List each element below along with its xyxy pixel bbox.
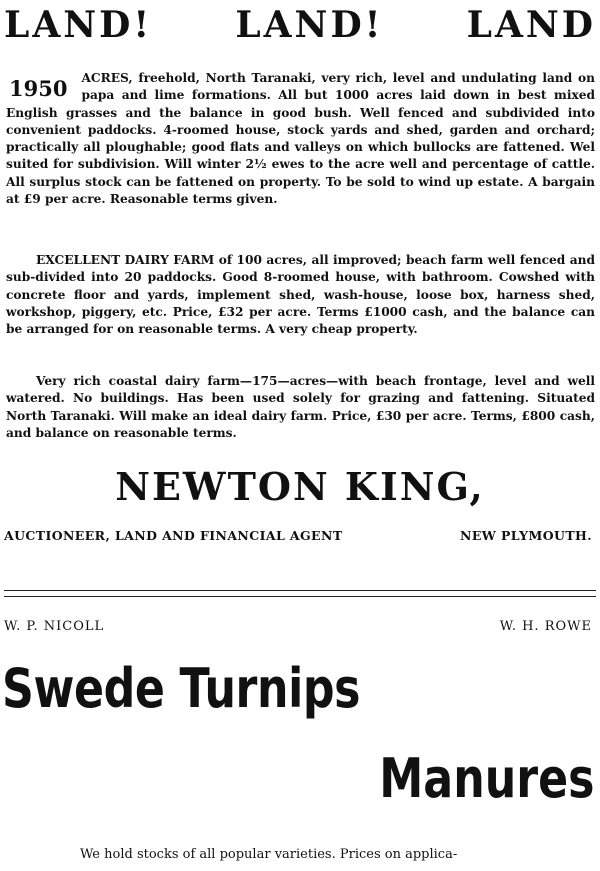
ad-coastal-farm (6, 373, 595, 442)
partner-names (4, 619, 592, 634)
agent-details (4, 528, 592, 543)
ad-dairy-text: EXCELLENT DAIRY FARM of 100 acres, all improved; beach farm well fenced and sub-divided into 20 paddocks. Good 8-roomed house, with bathroom. Cowshed with concrete floor and yards, implement shed, wash-house, loose box, harness shed, workshop, piggery, etc. Price, £32 per acre. Terms £1000 cash, and the balance can be arranged for on reasonable terms. A very cheap property. (6, 253, 595, 337)
agent-location: NEW PLYMOUTH. (460, 528, 592, 543)
headline-word-1: LAND! (4, 4, 153, 46)
partner-name-right: W. H. ROWE (499, 619, 592, 634)
headline-word-3: LAND (466, 4, 596, 46)
agent-role: AUCTIONEER, LAND AND FINANCIAL AGENT (4, 528, 343, 543)
partner-name-left: W. P. NICOLL (4, 619, 105, 634)
agent-name: NEWTON KING, (115, 464, 485, 509)
manures-heading: Manures (378, 747, 594, 810)
ad-coastal-text: Very rich coastal dairy farm—175—acres—with beach frontage, level and well watered. No buildings. Has been used solely for grazing and fattening. Situated North Taranaki. Will make an ideal dairy farm. Price, £30 per acre. Terms, £800 cash, and balance on reasonable terms. (6, 374, 595, 440)
ad-dairy-farm (6, 252, 595, 338)
acres-number: 1950 (9, 76, 68, 101)
land-headline (4, 2, 596, 48)
divider-rule-bottom (4, 596, 596, 597)
stocks-tagline: We hold stocks of all popular varieties. Prices on applica- (80, 847, 458, 862)
headline-word-2: LAND! (235, 4, 384, 46)
divider-rule-top (4, 590, 596, 591)
ad-1950-acres (6, 70, 595, 208)
swede-turnips-heading: Swede Turnips (2, 657, 361, 720)
ad-1950-text: ACRES, freehold, North Taranaki, very rich, level and undulating land on papa and lime formations. All but 1000 acres laid down in best mixed English grasses and the balance in good bush. Well fenced and subdivided into convenient paddocks. 4-roomed house, stock yards and shed, garden and orchard; practically all ploughable; good flats and valleys on which bullocks are fattened. Wel suited for subdivision. Will winter 2½ ewes to the acre well and percentage of cattle. All surplus stock can be fattened on property. To be sold to wind up estate. A bargain at £9 per acre. Reasonable terms given. (6, 71, 595, 207)
